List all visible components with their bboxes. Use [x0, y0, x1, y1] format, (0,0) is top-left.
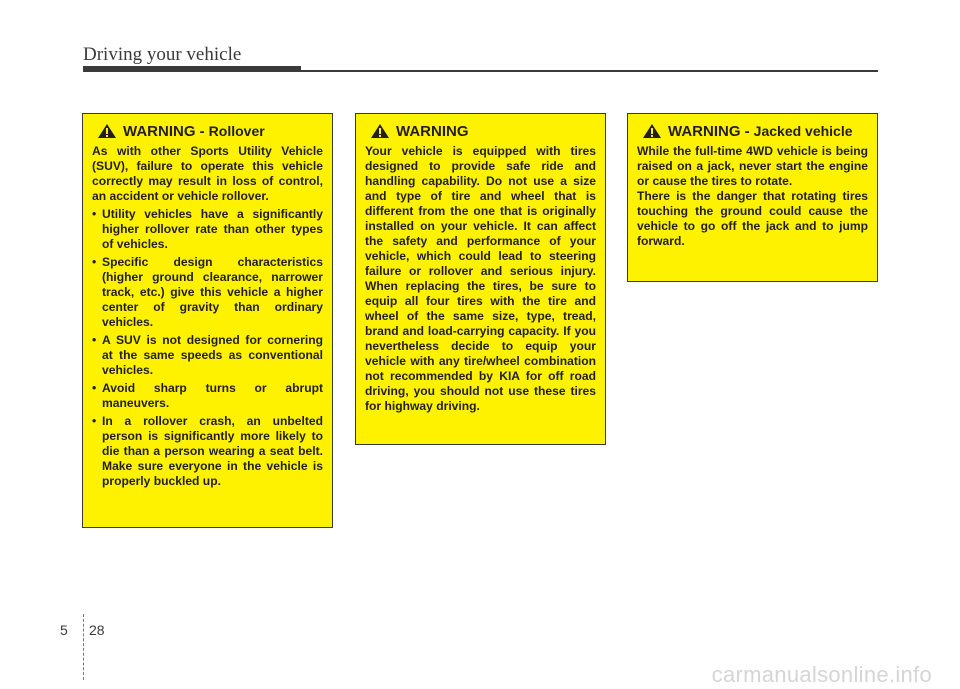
warning-heading	[637, 123, 868, 139]
warning-box-rollover	[82, 113, 333, 528]
bullet-item: • Specific design characteristics (higher ground clearance, narrower track, etc.) give this vehicle a higher center of gravity than ordinary vehicles.	[92, 255, 323, 330]
warning-heading	[92, 123, 323, 139]
header-rule-thick	[83, 66, 301, 72]
page-number: 28	[89, 622, 105, 638]
warning-box-jacked-vehicle	[627, 113, 878, 282]
header-rule-thin	[301, 70, 878, 72]
warning-heading-text: WARNING	[396, 122, 469, 140]
warning-triangle-icon	[97, 123, 117, 139]
warning-paragraph: There is the danger that rotating tires touching the ground could cause the vehicle to go off the jack and to jump forward.	[637, 189, 868, 248]
warning-triangle-icon	[370, 123, 390, 139]
warning-triangle-icon	[642, 123, 662, 139]
bullet-item: • Utility vehicles have a significantly higher rollover rate than other types of vehicles.	[92, 207, 323, 252]
warning-heading	[365, 123, 596, 139]
warning-bullet-list	[92, 207, 323, 489]
watermark-text: carmanualsonline.info	[711, 662, 932, 687]
section-title: Driving your vehicle	[83, 44, 242, 65]
bullet-item: • A SUV is not designed for cornering at the same speeds as conventional vehicles.	[92, 333, 323, 378]
warning-heading-subject: Rollover	[208, 122, 265, 139]
warning-intro: As with other Sports Utility Vehicle (SUV), failure to operate this vehicle correctly may result in loss of control, an accident or vehicle rollover.	[92, 144, 323, 203]
warning-body: Your vehicle is equipped with tires designed to provide safe ride and handling capability. Do not use a size and type of tire and wheel that is different from the one that is originally installed on your vehicle. It can affect the safety and performance of your vehicle, which could lead to steering failure or rollover and serious injury. When replacing the tires, be sure to equip all four tires with the tire and wheel of the same size, type, tread, brand and load-carrying capacity. If you nevertheless decide to equip your vehicle with any tire/wheel combination not recommended by KIA for off road driving, you should not use these tires for highway driving.	[365, 144, 596, 413]
warning-heading-text: WARNING -	[123, 122, 205, 140]
bullet-item: • In a rollover crash, an unbelted person is significantly more likely to die than a person wearing a seat belt. Make sure everyone in the vehicle is properly buckled up.	[92, 414, 323, 489]
bullet-item: • Avoid sharp turns or abrupt maneuvers.	[92, 381, 323, 411]
footer-divider	[83, 614, 85, 680]
warning-heading-text: WARNING -	[668, 122, 750, 140]
chapter-number: 5	[60, 622, 68, 638]
warning-box-tires	[355, 113, 606, 445]
warning-paragraph: While the full-time 4WD vehicle is being raised on a jack, never start the engine or cause the tires to rotate.	[637, 144, 868, 188]
warning-heading-subject: Jacked vehicle	[753, 122, 853, 139]
